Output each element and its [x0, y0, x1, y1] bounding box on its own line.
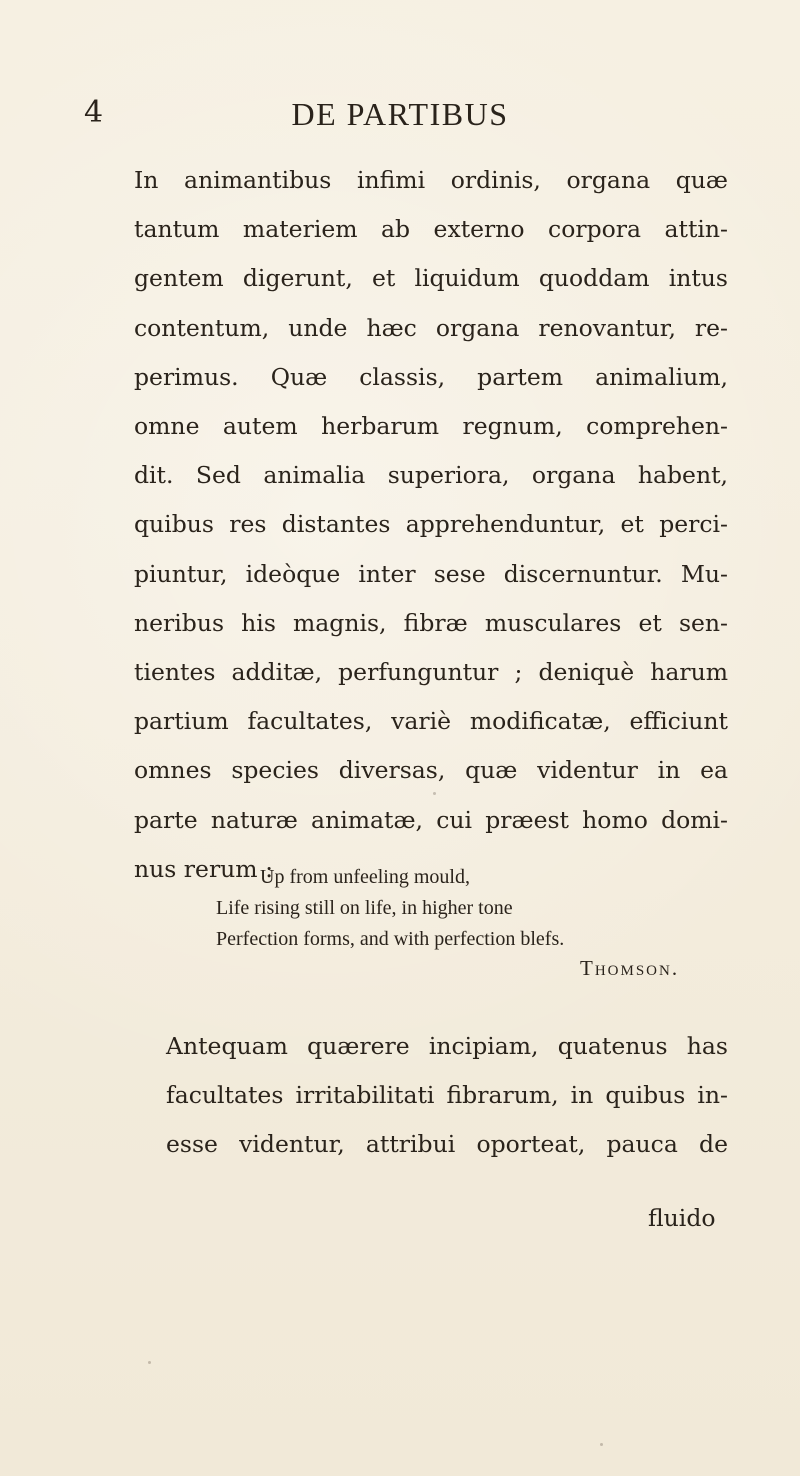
- text-line: quibus res distantes apprehenduntur, et perci-: [134, 510, 728, 539]
- paper-speck: [148, 1361, 151, 1364]
- text-line: facultates irritabilitati fibrarum, in quibus in-: [166, 1081, 728, 1110]
- text-line: perimus. Quæ classis, partem animalium,: [134, 362, 728, 391]
- text-line: parte naturæ animatæ, cui præest homo domi-: [134, 805, 728, 834]
- text-line: tientes additæ, perfunguntur ; deniquè harum: [134, 658, 728, 687]
- running-title: DE PARTIBUS: [291, 96, 509, 132]
- text-line: piuntur, ideòque inter sese discernuntur. Mu-: [134, 559, 728, 588]
- verse-line: Perfection forms, and with perfection blefs.: [216, 928, 565, 950]
- verse-quotation: [216, 862, 716, 955]
- text-line: omne autem herbarum regnum, comprehen-: [134, 412, 728, 441]
- text-line: omnes species diversas, quæ videntur in ea: [134, 756, 728, 785]
- verse-line: Life rising still on life, in higher tone: [216, 897, 513, 919]
- text-line: gentem digerunt, et liquidum quoddam intus: [134, 264, 728, 293]
- text-line: partium facultates, variè modificatæ, efficiunt: [134, 707, 728, 736]
- quote-attribution: Thomson.: [580, 956, 680, 980]
- paragraph-2: [134, 1022, 728, 1170]
- text-line: dit. Sed animalia superiora, organa habent,: [134, 461, 728, 490]
- paper-speck: [600, 1443, 603, 1446]
- text-line: neribus his magnis, fibræ musculares et sen-: [134, 608, 728, 637]
- page-number: 4: [84, 95, 104, 130]
- text-line: nus rerum :: [134, 854, 273, 883]
- catchword: fluido: [648, 1204, 716, 1232]
- paper-speck: [433, 792, 436, 795]
- text-line: tantum materiem ab externo corpora attin-: [134, 215, 728, 244]
- text-line: Antequam quærere incipiam, quatenus has: [166, 1032, 728, 1060]
- verse-line: Up from unfeeling mould,: [260, 866, 470, 888]
- page-header: [70, 92, 730, 140]
- text-line: In animantibus infimi ordinis, organa quæ: [134, 166, 728, 194]
- text-line: contentum, unde hæc organa renovantur, re-: [134, 313, 728, 342]
- text-line: esse videntur, attribui oporteat, pauca de: [166, 1130, 728, 1159]
- paragraph-1: [134, 156, 728, 894]
